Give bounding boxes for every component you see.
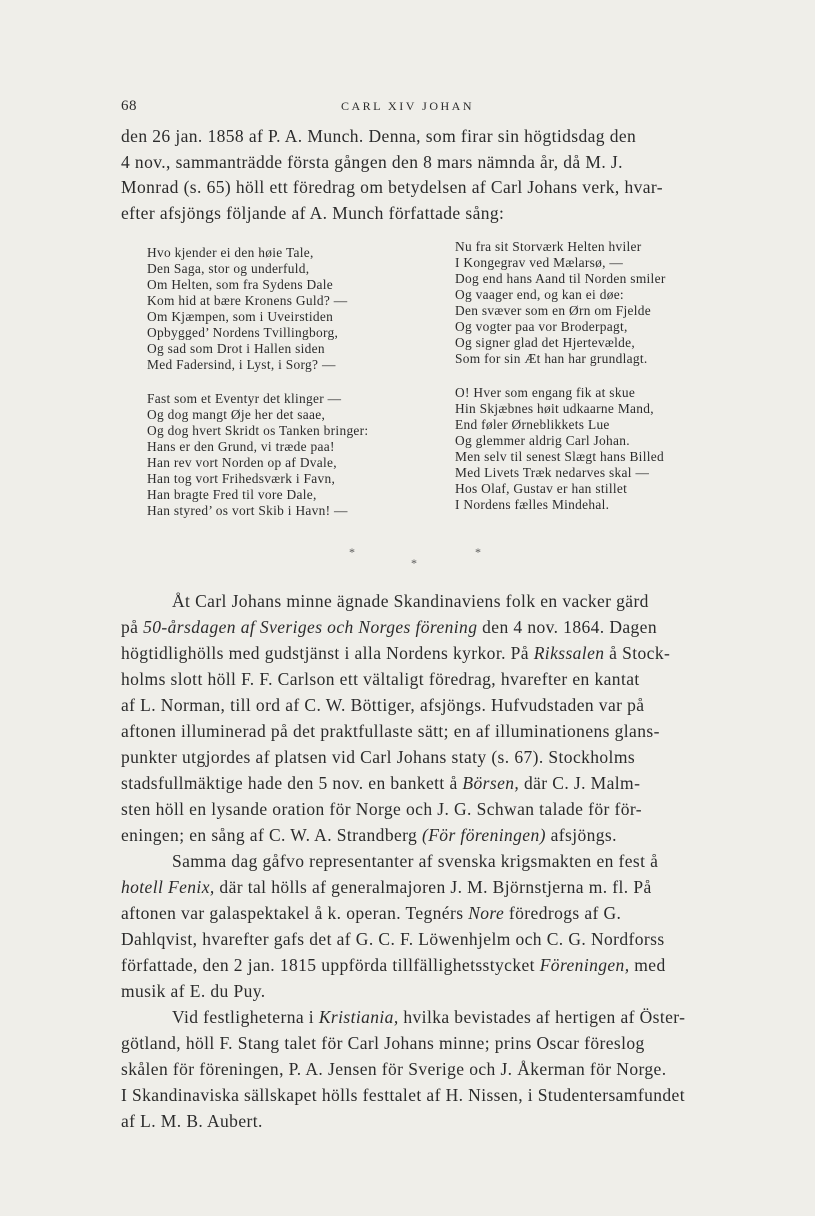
- body-line: [121, 879, 652, 897]
- italic-title: (För föreningen): [421, 825, 546, 845]
- poem-line: Kom hid at bære Kronens Guld? —: [147, 293, 348, 308]
- body-line: [121, 905, 621, 923]
- ornament-asterisk: *: [411, 556, 417, 570]
- poem-line: I Kongegrav ved Mælarsø, —: [455, 255, 624, 270]
- italic-title: 50-årsdagen af Sveriges och Norges förening: [143, 617, 478, 637]
- text: stadsfullmäktige hade den 5 nov. en bankett å: [121, 773, 458, 793]
- italic-place: Börsen,: [462, 773, 520, 793]
- text: eningen; en sång af C. W. A. Strandberg: [121, 825, 422, 845]
- poem-line: Og vaager end, og kan ei døe:: [455, 287, 624, 302]
- intro-line: 4 nov., sammanträdde första gången den 8 mars nämnda år, då M. J.: [121, 152, 623, 172]
- body-line: [121, 827, 617, 845]
- poem-line: Om Kjæmpen, som i Uveirstiden: [147, 309, 334, 324]
- poem-line: Han tog vort Frihedsværk i Favn,: [147, 471, 336, 486]
- text: å Stock-: [604, 643, 671, 663]
- poem-line: I Nordens fælles Mindehal.: [455, 497, 610, 512]
- text: författade, den 2 jan. 1815 uppförda tillfällighetsstycket: [121, 955, 540, 975]
- italic-title: Nore: [468, 903, 505, 923]
- intro-line: efter afsjöngs följande af A. Munch författade sång:: [121, 203, 505, 223]
- ornament-asterisk: *: [349, 545, 355, 559]
- body-line: [121, 619, 657, 637]
- text: Vid festligheterna i: [172, 1007, 319, 1027]
- italic-place: hotell Fenix,: [121, 877, 215, 897]
- body-line: sten höll en lysande oration för Norge och J. G. Schwan talade för för-: [121, 799, 642, 819]
- poem-line: Med Livets Træk nedarves skal —: [455, 465, 650, 480]
- intro-line: den 26 jan. 1858 af P. A. Munch. Denna, som firar sin högtidsdag den: [121, 126, 637, 146]
- text: med: [629, 955, 666, 975]
- poem-line: Og signer glad det Hjertevælde,: [455, 335, 635, 350]
- poem-line: Og sad som Drot i Hallen siden: [147, 341, 325, 356]
- poem-line: Med Fadersind, i Lyst, i Sorg? —: [147, 357, 336, 372]
- poem-line: Opbygged’ Nordens Tvillingborg,: [147, 325, 339, 340]
- italic-title: Föreningen,: [539, 955, 630, 975]
- poem-line: Den Saga, stor og underfuld,: [147, 261, 310, 276]
- body-line: [121, 775, 640, 793]
- poem-line: Hos Olaf, Gustav er han stillet: [455, 481, 628, 496]
- body-line: aftonen illuminerad på det praktfullaste sätt; en af illuminationens glans-: [121, 721, 660, 741]
- body-line: holms slott höll F. F. Carlson ett vältaligt föredrag, hvarefter en kantat: [121, 669, 640, 689]
- text: där C. J. Malm-: [519, 773, 641, 793]
- poem-line: Han bragte Fred til vore Dale,: [147, 487, 317, 502]
- italic-place: Kristiania,: [318, 1007, 399, 1027]
- poem-line: Og dog hvert Skridt os Tanken bringer:: [147, 423, 369, 438]
- body-line: Åt Carl Johans minne ägnade Skandinaviens folk en vacker gärd: [172, 591, 649, 611]
- text: den 4 nov. 1864. Dagen: [477, 617, 658, 637]
- poem-line: O! Hver som engang fik at skue: [455, 385, 636, 400]
- body-line: [121, 957, 666, 975]
- body-line: [121, 645, 670, 663]
- poem-line: Hin Skjæbnes høit udkaarne Mand,: [455, 401, 654, 416]
- poem-line: Fast som et Eventyr det klinger —: [147, 391, 342, 406]
- body-line: af L. Norman, till ord af C. W. Böttiger, afsjöngs. Hufvudstaden var på: [121, 695, 645, 715]
- poem-line: Og vogter paa vor Broderpagt,: [455, 319, 628, 334]
- italic-place: Rikssalen: [533, 643, 605, 663]
- poem-line: Han rev vort Norden op af Dvale,: [147, 455, 337, 470]
- poem-line: Den svæver som en Ørn om Fjelde: [455, 303, 651, 318]
- poem-line: Og dog mangt Øje her det saae,: [147, 407, 326, 422]
- body-line: götland, höll F. Stang talet för Carl Johans minne; prins Oscar föreslog: [121, 1033, 645, 1053]
- page-number: 68: [121, 98, 137, 114]
- poem-line: Som for sin Æt han har grundlagt.: [455, 351, 648, 366]
- body-line: [172, 1009, 685, 1027]
- text: afsjöngs.: [545, 825, 617, 845]
- text: föredrogs af G.: [504, 903, 622, 923]
- intro-line: Monrad (s. 65) höll ett föredrag om betydelsen af Carl Johans verk, hvar-: [121, 177, 664, 197]
- text: på: [121, 617, 144, 637]
- text: där tal hölls af generalmajoren J. M. Björnstjerna m. fl. På: [214, 877, 652, 897]
- ornament-asterisk: *: [475, 545, 481, 559]
- text: aftonen var galaspektakel å k. operan. Tegnérs: [121, 903, 469, 923]
- body-line: punkter utgjordes af platsen vid Carl Johans staty (s. 67). Stockholms: [121, 747, 636, 767]
- body-line: musik af E. du Puy.: [121, 981, 266, 1001]
- text: högtidlighölls med gudstjänst i alla Nordens kyrkor. På: [121, 643, 534, 663]
- poem-line: Nu fra sit Storværk Helten hviler: [455, 239, 642, 254]
- body-line: skålen för föreningen, P. A. Jensen för Sverige och J. Åkerman för Norge.: [121, 1059, 667, 1079]
- poem-line: Om Helten, som fra Sydens Dale: [147, 277, 334, 292]
- poem-line: Han styred’ os vort Skib i Havn! —: [147, 503, 348, 518]
- body-line: Samma dag gåfvo representanter af svenska krigsmakten en fest å: [172, 851, 659, 871]
- body-line: I Skandinaviska sällskapet hölls festtalet af H. Nissen, i Studentersamfundet: [121, 1085, 685, 1105]
- poem-line: Og glemmer aldrig Carl Johan.: [455, 433, 630, 448]
- poem-line: Hans er den Grund, vi træde paa!: [147, 439, 335, 454]
- running-head: CARL XIV JOHAN: [340, 99, 474, 113]
- body-line: af L. M. B. Aubert.: [121, 1111, 263, 1131]
- poem-line: Men selv til senest Slægt hans Billed: [455, 449, 664, 464]
- poem-line: Hvo kjender ei den høie Tale,: [147, 245, 314, 260]
- poem-line: Dog end hans Aand til Norden smiler: [455, 271, 666, 286]
- body-line: Dahlqvist, hvarefter gafs det af G. C. F. Löwenhjelm och C. G. Nordforss: [121, 929, 665, 949]
- text: hvilka bevistades af hertigen af Öster-: [398, 1007, 686, 1027]
- poem-line: End føler Ørneblikkets Lue: [455, 417, 610, 432]
